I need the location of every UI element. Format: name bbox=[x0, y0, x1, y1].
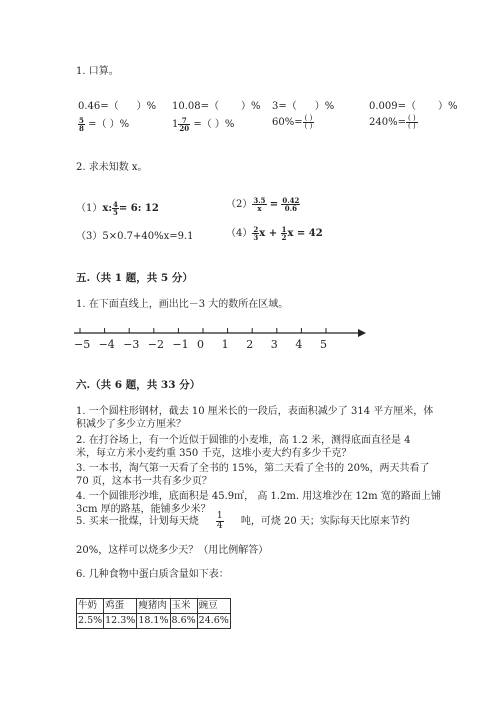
table-header-cell: 牛奶 bbox=[77, 599, 104, 614]
table-row bbox=[77, 614, 231, 629]
number-line-tick-label: 2 bbox=[246, 338, 254, 351]
oral-item-3: 3=（ ）% bbox=[272, 101, 335, 112]
q1-line-1: 1. 一个圆柱形钢材，截去 10 厘米长的一段后，表面积减少了 314 平方厘米，体 bbox=[76, 406, 434, 417]
number-line-tick-label: −1 bbox=[172, 338, 189, 351]
q5-line-1: 5. 买来一批煤，计划每天烧 $\frac{1}{4}$ 吨，可烧 20 天；实际每天比原来节约 bbox=[76, 511, 410, 531]
oral-item-1: 0.46=（ ）% bbox=[78, 101, 157, 112]
q3-line-2: 70 页，这本书一共有多少页？ bbox=[76, 476, 212, 487]
table-header-cell: 玉米 bbox=[170, 599, 197, 614]
table-cell: 8.6% bbox=[170, 614, 197, 629]
number-line-tick-label: −2 bbox=[147, 338, 165, 351]
q3-line-1: 3. 一本书，淘气第一天看了全书的 15%，第二天看了全书的 20%，两天共看了 bbox=[76, 463, 430, 474]
oral-item-6: 1 $\frac{7}{20}$ =（ ）% bbox=[172, 116, 235, 133]
table-header-cell: 豌豆 bbox=[197, 599, 230, 614]
number-line-tick-label: −5 bbox=[74, 338, 91, 351]
oral-item-4: 0.009=（ ）% bbox=[369, 101, 458, 112]
number-line-tick-label: −3 bbox=[123, 338, 140, 351]
oral-item-8: 240%= $\frac{( )}{( )}$ bbox=[369, 114, 416, 130]
number-line-tick-label: 1 bbox=[221, 338, 229, 351]
equation-3: （3）5×0.7+40%x=9.1 bbox=[76, 231, 194, 242]
number-line-tick-label: −4 bbox=[98, 338, 115, 351]
section-5-question-1: 1. 在下面直线上，画出比－3 大的数所在区域。 bbox=[76, 299, 289, 310]
table-cell: 18.1% bbox=[137, 614, 170, 629]
section-2-title: 2. 求未知数 x。 bbox=[76, 162, 148, 173]
equation-2: （2） $\frac{3.5}{x}$ = $\frac{0.42}{0.6}$ bbox=[226, 196, 300, 213]
table-header-cell: 鸡蛋 bbox=[104, 599, 137, 614]
table-header-row bbox=[77, 599, 231, 614]
q2-line-2: 米，每立方米小麦约重 350 千克，这堆小麦大约有多少千克？ bbox=[76, 448, 352, 459]
table-header-cell: 瘦猪肉 bbox=[137, 599, 170, 614]
number-line-tick-label: 3 bbox=[270, 338, 278, 351]
equation-1: （1）x: $\frac{4}{5}$ = 6: 12 bbox=[76, 200, 159, 217]
q5-line-2: 20%，这样可以烧多少天？（用比例解答） bbox=[76, 545, 269, 556]
q2-line-1: 2. 在打谷场上，有一个近似于圆锥的小麦堆，高 1.2 米，测得底面直径是 4 bbox=[76, 435, 411, 446]
q4-line-2: 3cm 厚的路基，能铺多少米？ bbox=[76, 504, 211, 515]
oral-item-5: $\frac{5}{8}$ =（ ）% bbox=[79, 116, 130, 133]
table-cell: 2.5% bbox=[77, 614, 104, 629]
section-1-title: 1. 口算。 bbox=[76, 66, 119, 77]
oral-item-2: 10.08=（ ）% bbox=[172, 101, 261, 112]
protein-table bbox=[76, 598, 231, 629]
number-line-tick-label: 4 bbox=[295, 338, 303, 351]
number-line-tick-label: 0 bbox=[197, 338, 204, 351]
q6-line: 6. 几种食物中蛋白质含量如下表： bbox=[76, 569, 229, 580]
equation-4: （4） $\frac{2}{3}$ x + $\frac{1}{2}$ x = 42 bbox=[226, 225, 323, 242]
section-5-heading: 五.（共 1 题，共 5 分） bbox=[76, 272, 193, 284]
section-6-heading: 六.（共 6 题，共 33 分） bbox=[76, 379, 201, 391]
table-cell: 12.3% bbox=[104, 614, 137, 629]
q1-line-2: 积减少了多少立方厘米？ bbox=[76, 419, 186, 430]
oral-item-7: 60%= $\frac{( )}{( )}$ bbox=[272, 114, 313, 130]
table-cell: 24.6% bbox=[197, 614, 230, 629]
q4-line-1: 4. 一个圆锥形沙堆，底面积是 45.9㎡， 高 1.2m. 用这堆沙在 12m 宽的路面上铺 bbox=[76, 491, 441, 502]
number-line-tick-label: 5 bbox=[320, 338, 327, 351]
